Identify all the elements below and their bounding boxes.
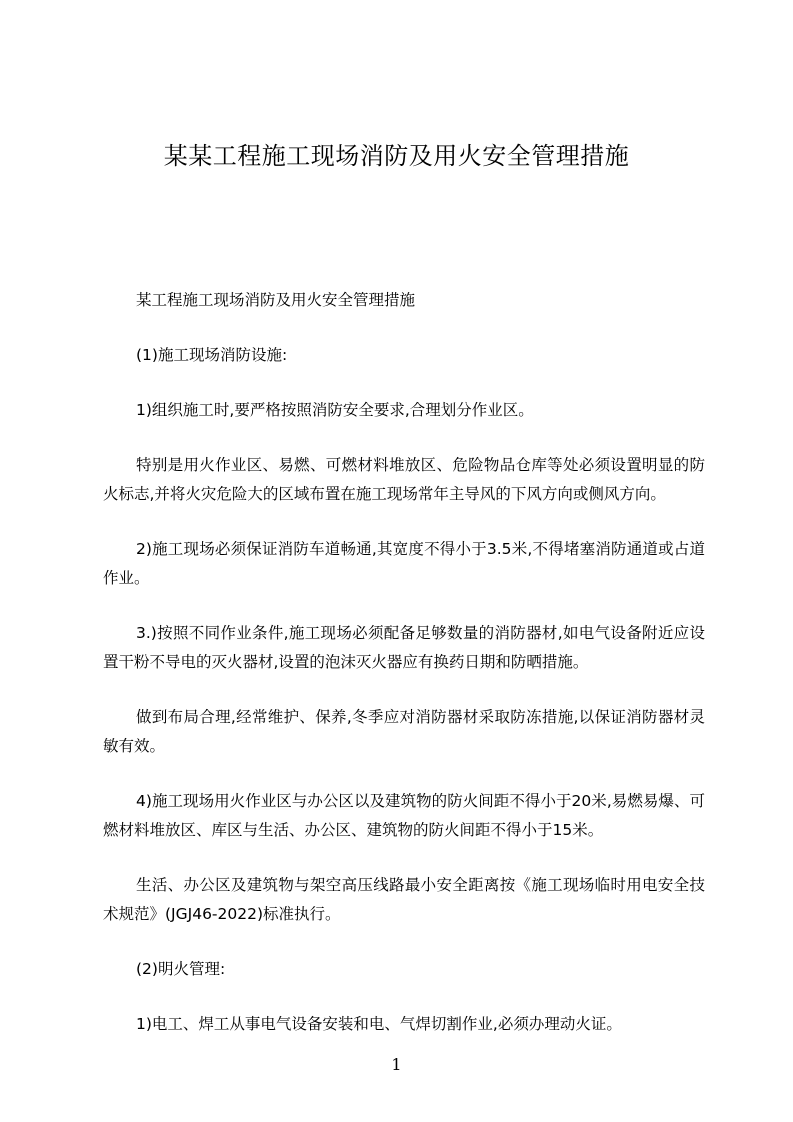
paragraph: 特别是用火作业区、易燃、可燃材料堆放区、危险物品仓库等处必须设置明显的防火标志,并将火灾危险大的区域布置在施工现场常年主导风的下风方向或侧风方向。 [103,456,705,503]
section-heading: (1)施工现场消防设施: [136,346,288,364]
paragraph: 3.)按照不同作业条件,施工现场必须配备足够数量的消防器材,如电气设备附近应设置干粉不导电的灭火器材,设置的泡沫灭火器应有换药日期和防晒措施。 [103,624,705,671]
document-title: 某某工程施工现场消防及用火安全管理措施 [163,142,630,170]
paragraph: 2)施工现场必须保证消防车道畅通,其宽度不得小于3.5米,不得堵塞消防通道或占道作业。 [103,540,705,587]
page-number: 1 [391,1055,402,1074]
document-body [103,286,705,1065]
paragraph: 做到布局合理,经常维护、保养,冬季应对消防器材采取防冻措施,以保证消防器材灵敏有效。 [103,708,705,755]
paragraph: 某工程施工现场消防及用火安全管理措施 [136,291,416,309]
paragraph: 4)施工现场用火作业区与办公区以及建筑物的防火间距不得小于20米,易燃易爆、可燃材料堆放区、库区与生活、办公区、建筑物的防火间距不得小于15米。 [103,792,705,839]
paragraph: 1)组织施工时,要严格按照消防安全要求,合理划分作业区。 [136,401,534,419]
section-heading: (2)明火管理: [136,960,226,978]
paragraph: 1)电工、焊工从事电气设备安装和电、气焊切割作业,必须办理动火证。 [136,1015,622,1033]
paragraph: 生活、办公区及建筑物与架空高压线路最小安全距离按《施工现场临时用电安全技术规范》(JGJ46-2022)标准执行。 [103,876,705,923]
